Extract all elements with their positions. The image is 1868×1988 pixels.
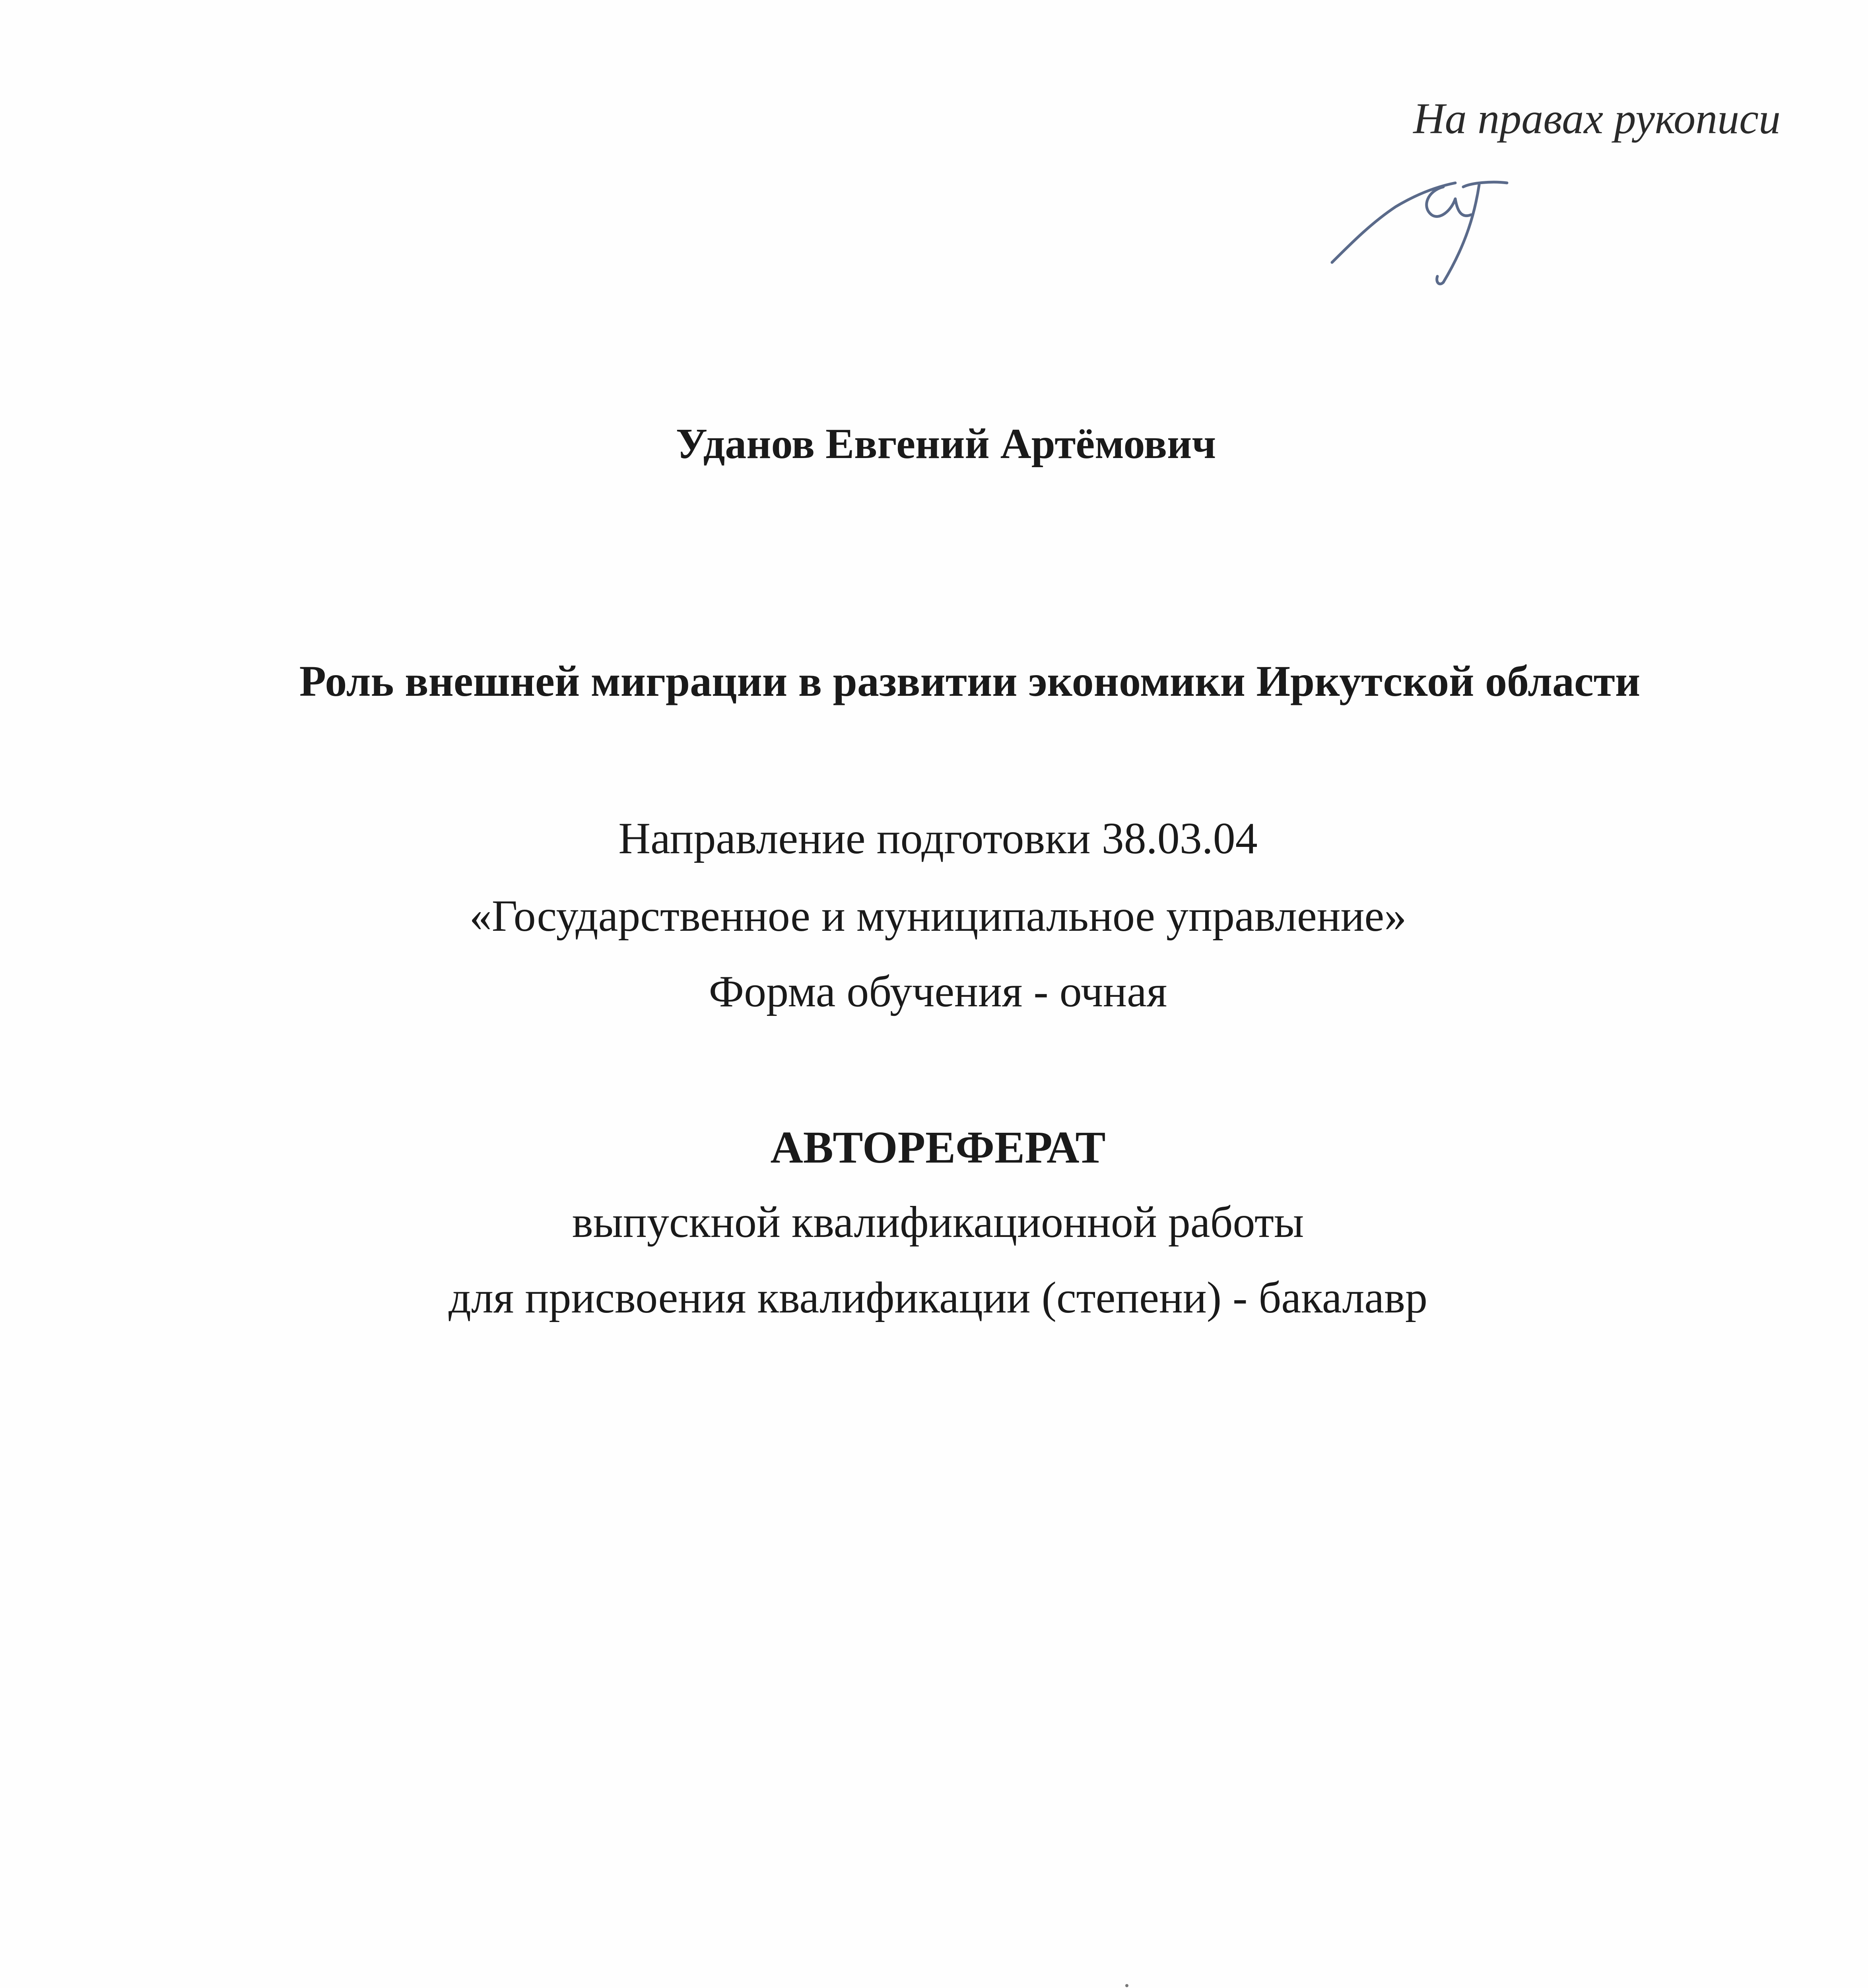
author-name: Уданов Евгений Артёмович (676, 420, 1216, 468)
study-form: Форма обучения - очная (709, 967, 1167, 1016)
handwritten-signature (1324, 163, 1531, 294)
document-type: АВТОРЕФЕРАТ (770, 1122, 1106, 1173)
training-direction: Направление подготовки 38.03.04 (618, 814, 1258, 863)
document-description-line-1: выпускной квалификационной работы (572, 1198, 1304, 1247)
rights-note: На правах рукописи (1413, 94, 1781, 143)
work-title: Роль внешней миграции в развитии экономики Иркутской области (299, 657, 1641, 705)
specialty-name: «Государственное и муниципальное управление» (469, 891, 1407, 941)
document-description-line-2: для присвоения квалификации (степени) - бакалавр (448, 1273, 1428, 1322)
scan-speck (1125, 1984, 1128, 1987)
